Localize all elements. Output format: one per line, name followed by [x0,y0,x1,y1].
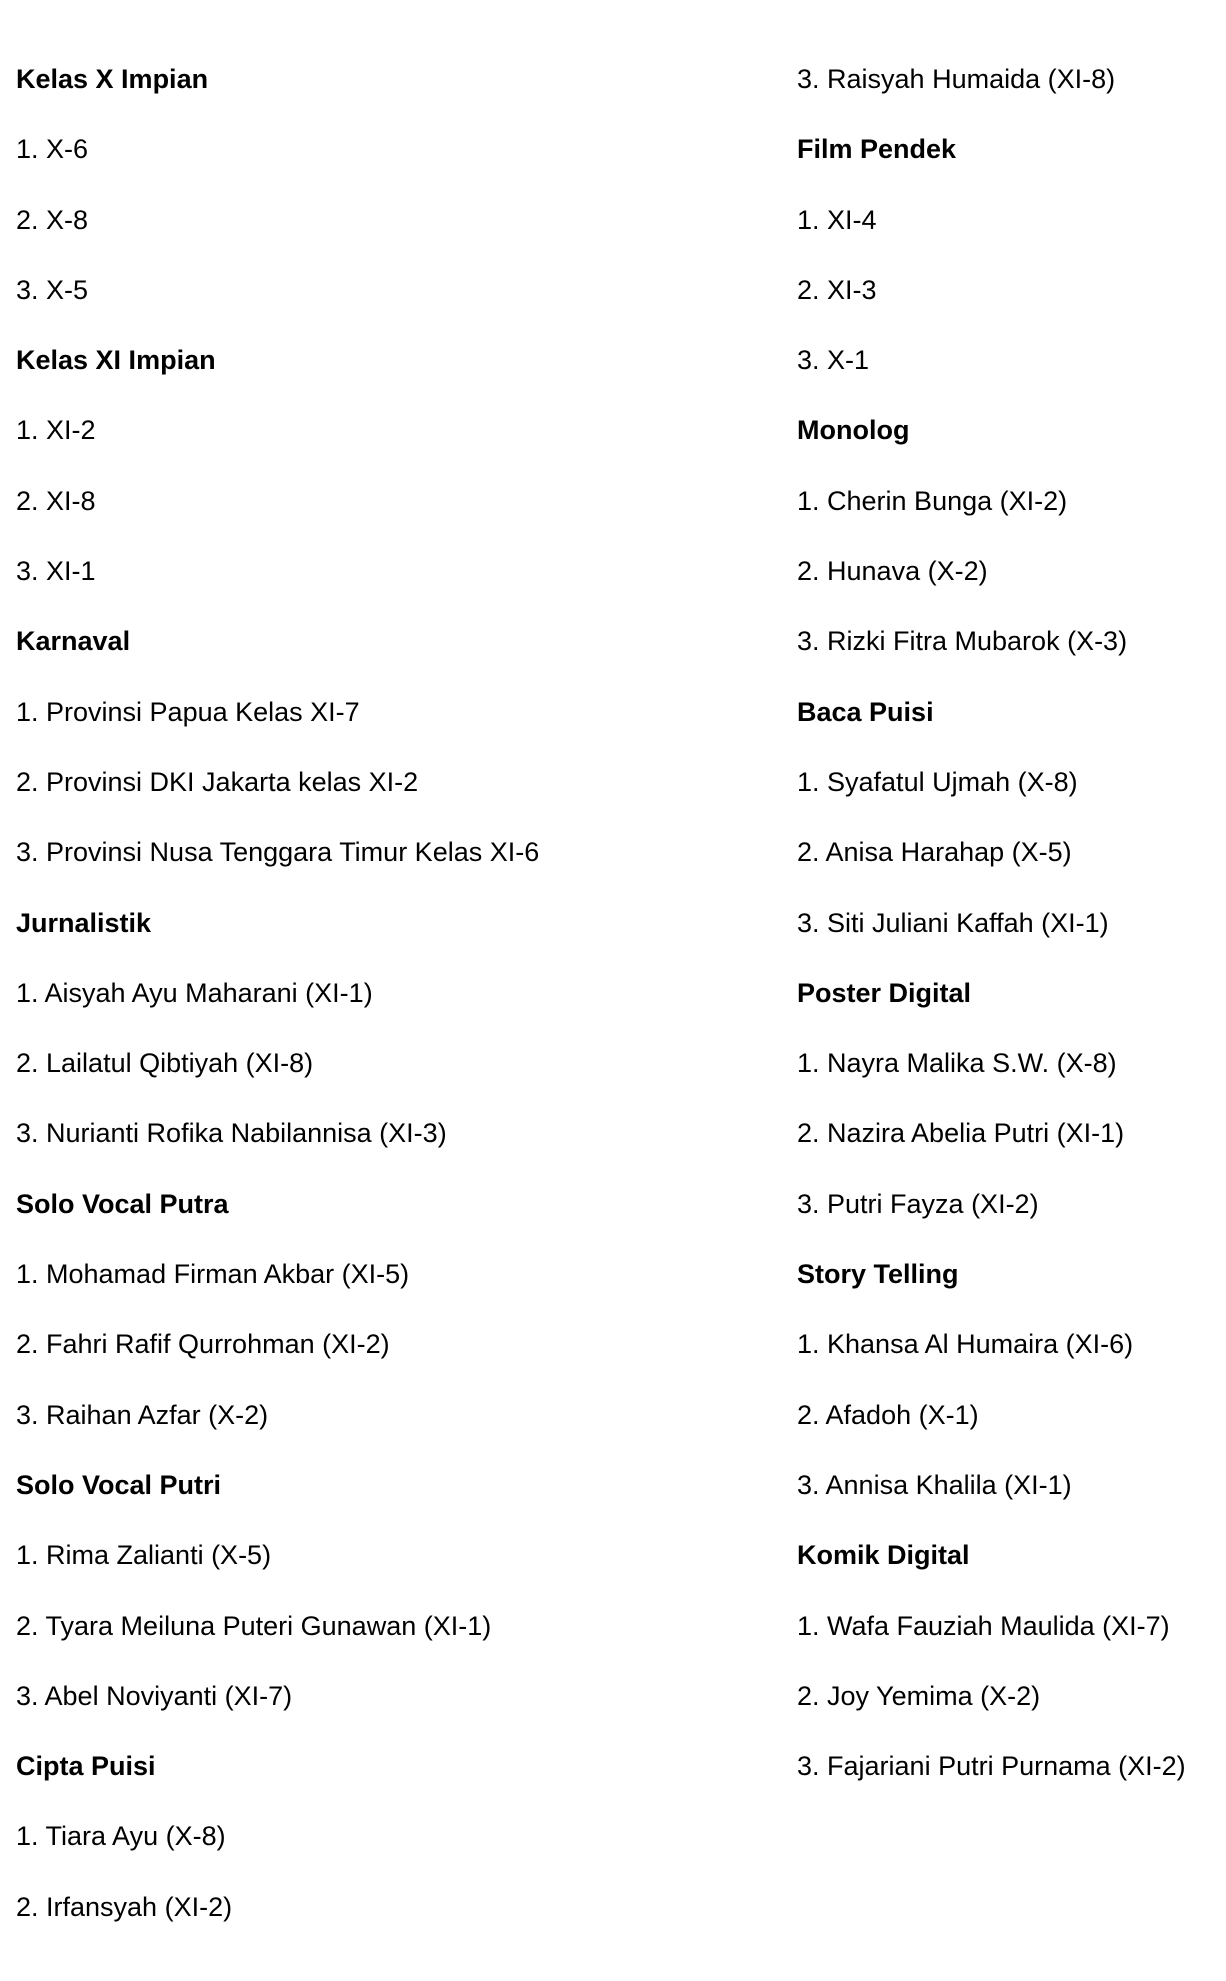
category-heading: Monolog [797,415,910,446]
winner-item: 1. Aisyah Ayu Maharani (XI-1) [16,977,373,1008]
winner-item: 3. Provinsi Nusa Tenggara Timur Kelas XI-6 [16,837,540,868]
category-heading: Solo Vocal Putra [16,1188,229,1219]
winner-item: 3. Abel Noviyanti (XI-7) [16,1680,293,1711]
winner-item: 2. Tyara Meiluna Puteri Gunawan (XI-1) [16,1610,492,1641]
winner-item: 2. XI-8 [16,485,96,516]
category-heading: Film Pendek [797,134,957,165]
winner-item: 3. X-5 [16,274,89,305]
winner-item: 3. Annisa Khalila (XI-1) [797,1469,1072,1500]
category-heading: Baca Puisi [797,696,934,727]
winner-item: 2. X-8 [16,204,89,235]
category-heading: Cipta Puisi [16,1751,156,1782]
winner-item: 1. Khansa Al Humaira (XI-6) [797,1329,1134,1360]
winner-item: 2. Anisa Harahap (X-5) [797,837,1072,868]
winner-item: 3. X-1 [797,345,870,376]
winner-item: 2. Provinsi DKI Jakarta kelas XI-2 [16,766,419,797]
winner-item: 3. Rizki Fitra Mubarok (X-3) [797,626,1128,657]
category-heading: Story Telling [797,1259,959,1290]
winner-item: 2. Hunava (X-2) [797,556,988,587]
winner-item: 2. Joy Yemima (X-2) [797,1680,1041,1711]
winner-item: 1. Cherin Bunga (XI-2) [797,485,1068,516]
winner-item: 3. Raihan Azfar (X-2) [16,1399,269,1430]
winner-item: 1. X-6 [16,134,89,165]
winner-item: 3. XI-1 [16,556,96,587]
category-heading: Poster Digital [797,977,972,1008]
winner-item: 2. XI-3 [797,274,877,305]
winner-item: 1. Wafa Fauziah Maulida (XI-7) [797,1610,1170,1641]
winner-item: 1. Nayra Malika S.W. (X-8) [797,1048,1117,1079]
winner-item: 3. Siti Juliani Kaffah (XI-1) [797,907,1109,938]
winner-item: 1. XI-2 [16,415,96,446]
winner-item: 1. Syafatul Ujmah (X-8) [797,766,1078,797]
winner-item: 2. Irfansyah (XI-2) [16,1891,233,1922]
results-column-right [797,44,1222,1801]
winner-item: 2. Lailatul Qibtiyah (XI-8) [16,1048,314,1079]
category-heading: Solo Vocal Putri [16,1469,222,1500]
category-heading: Jurnalistik [16,907,152,938]
category-heading: Komik Digital [797,1540,970,1571]
winner-item: 3. Putri Fayza (XI-2) [797,1188,1039,1219]
winner-item: 2. Nazira Abelia Putri (XI-1) [797,1118,1125,1149]
winner-item: 1. Rima Zalianti (X-5) [16,1540,272,1571]
winner-item: 3. Fajariani Putri Purnama (XI-2) [797,1751,1186,1782]
winner-item: 2. Fahri Rafif Qurrohman (XI-2) [16,1329,390,1360]
winner-item: 1. Mohamad Firman Akbar (XI-5) [16,1259,410,1290]
category-heading: Kelas X Impian [16,64,209,94]
winner-item: 3. Nurianti Rofika Nabilannisa (XI-3) [16,1118,447,1149]
winner-item: 1. Provinsi Papua Kelas XI-7 [16,696,360,727]
winner-item: 1. Tiara Ayu (X-8) [16,1821,226,1852]
winner-item: 1. XI-4 [797,204,877,235]
category-heading: Kelas XI Impian [16,345,216,376]
winner-item: 3. Raisyah Humaida (XI-8) [797,64,1116,94]
results-column-left [16,44,786,1942]
category-heading: Karnaval [16,626,131,657]
winner-item: 2. Afadoh (X-1) [797,1399,979,1430]
